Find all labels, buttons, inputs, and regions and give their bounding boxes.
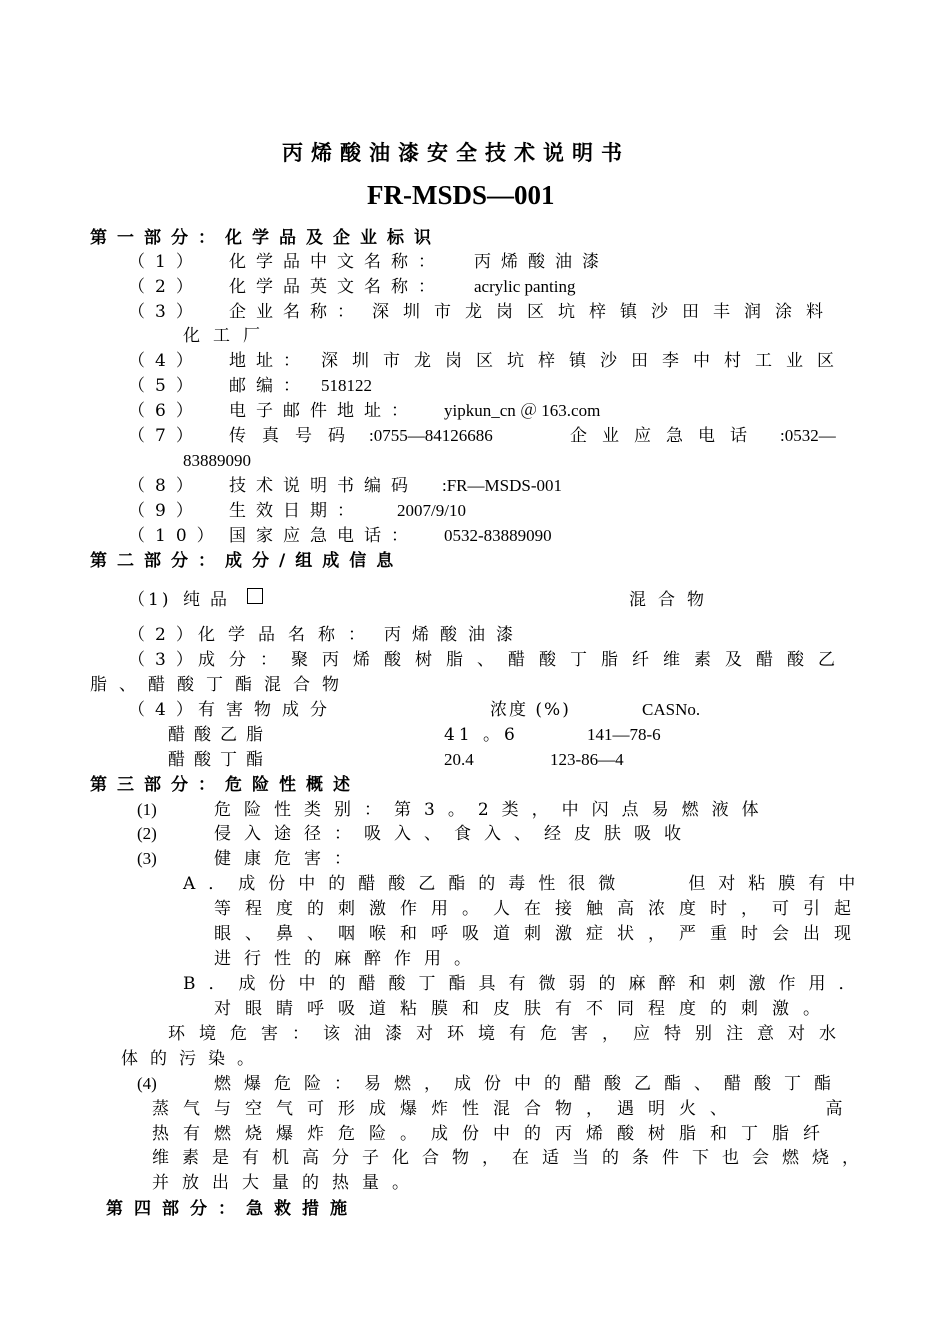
p2-hazard-num: （4） [128,700,203,720]
p1-item3-num: （3） [128,302,203,322]
p2-chem-num: （2） [128,625,203,645]
p1-item10-value: 0532-83889090 [444,526,552,545]
part3-heading: 第三部分：危险性概述 [90,775,360,795]
p2-pure-num: （1) [128,590,172,610]
p3-b-line1: B．成份中的醋酸丁酯具有微弱的麻醉和刺激作用． [183,974,869,994]
p1-item8-num: （8） [128,476,203,496]
p1-item3-cont: 化工厂 [183,326,273,346]
table-row-conc: 20.4 [444,750,474,769]
p3-item4-line1: 燃爆危险：易燃，成份中的醋酸乙酯、醋酸丁酯 [214,1074,844,1094]
p3-item4-num: (4) [137,1074,157,1093]
p3-item3-num: (3) [137,849,157,868]
table-row-cas: 141—78-6 [587,725,661,744]
table-row-cas: 123-86—4 [550,750,624,769]
p2-comp-line1: 成分：聚丙烯酸树脂、醋酸丁脂纤维素及醋酸乙 [198,650,849,670]
p3-a-line2: 等程度的刺激作用。人在接触高浓度时，可引起 [214,899,865,919]
p1-item8-value: :FR—MSDS-001 [442,476,562,495]
p3-env-line1: 环境危害：该油漆对环境有危害，应特别注意对水 [168,1024,850,1044]
p2-mixture-label: 混合物 [629,590,716,610]
p1-item8-label: 技术说明书编码 [229,476,418,496]
document-title: 丙烯酸油漆安全技术说明书 [282,140,630,165]
p3-item1-num: (1) [137,800,157,819]
p1-item7-value: :0755—84126686 [369,426,493,445]
p3-item1: 危险性类别：第3。2类，中闪点易燃液体 [214,800,772,820]
p3-env-line2: 体的污染。 [121,1049,266,1069]
p3-a-line3: 眼、鼻、咽喉和呼吸道刺激症状，严重时会出现 [214,924,865,944]
p1-item7-value2: :0532— [780,426,836,445]
table-row-name: 醋酸乙脂 [168,725,272,745]
p1-item6-value: yipkun_cn ＠ 163.com [444,401,601,420]
p3-item4-line5: 并放出大量的热量。 [152,1173,422,1193]
p1-item5-num: （5） [128,376,203,396]
p2-col-cas: CASNo. [642,700,701,719]
p2-comp-num: （3） [128,650,203,670]
p1-item10-label: 国家应急电话： [229,526,418,546]
p1-item9-num: （9） [128,501,203,521]
p2-pure-label: 纯品 [183,590,237,610]
p1-item1-num: （1） [128,252,203,272]
p1-item2-label: 化学品英文名称： [229,277,445,297]
p2-col-conc: 浓度 (%) [490,700,571,720]
part2-heading: 第二部分：成分/组成信息 [90,551,404,571]
p2-chem-label: 化学品名称： [198,625,378,645]
p1-item5-label: 邮编： [229,376,310,396]
p1-item7-label: 传真号码 [229,426,361,446]
part1-heading: 第一部分：化学品及企业标识 [90,228,441,248]
p3-b-line2: 对眼睛呼吸道粘膜和皮肤有不同程度的刺激。 [214,999,834,1019]
p1-item6-label: 电子邮件地址： [229,401,418,421]
table-row-conc: 41 。6 [444,725,519,745]
p1-item9-value: 2007/9/10 [397,501,466,520]
part4-heading: 第四部分：急救措施 [106,1199,358,1219]
p2-chem-value: 丙烯酸油漆 [384,625,524,645]
p3-a-line4: 进行性的麻醉作用。 [214,949,484,969]
p1-item5-value: 518122 [321,376,372,395]
table-row-name: 醋酸丁酯 [168,750,272,770]
p3-item4-line4: 维素是有机高分子化合物，在适当的条件下也会燃烧， [152,1148,872,1168]
p2-comp-line2: 脂、醋酸丁酯混合物 [90,675,351,695]
p1-item4-num: （4） [128,351,203,371]
p1-item2-value: acrylic panting [474,277,576,296]
p1-item9-label: 生效日期： [229,501,364,521]
p1-item1-label: 化学品中文名称： [229,252,445,272]
p1-item2-num: （2） [128,277,203,297]
p1-item7-label2: 企业应急电话 [570,426,762,446]
p1-item3-label: 企业名称： [229,302,364,322]
p3-item2: 侵入途径：吸入、食入、经皮肤吸收 [214,824,694,844]
p1-item4-value: 深圳市龙岗区坑梓镇沙田李中村工业区 [321,351,848,371]
p1-item6-num: （6） [128,401,203,421]
p3-item3: 健康危害： [214,849,364,869]
p3-item2-num: (2) [137,824,157,843]
p1-item7-cont: 83889090 [183,451,251,470]
p1-item4-label: 地址： [229,351,310,371]
p3-item4-line3: 热有燃烧爆炸危险。成份中的丙烯酸树脂和丁脂纤 [152,1124,834,1144]
p1-item3-value: 深圳市龙岗区坑梓镇沙田丰润涂料 [372,302,837,322]
p1-item7-num: （7） [128,426,203,446]
p1-item10-num: （10） [128,526,224,546]
p3-a-line1: A．成份中的醋酸乙酯的毒性很微 但对粘膜有中 [183,874,869,894]
p2-hazard-label: 有害物成分 [198,700,338,720]
p1-item1-value: 丙烯酸油漆 [474,252,609,272]
pure-product-checkbox[interactable] [247,588,263,604]
document-code: FR-MSDS—001 [367,180,555,210]
p3-item4-line2: 蒸气与空气可形成爆炸性混合物，遇明火、 高 [152,1099,857,1119]
